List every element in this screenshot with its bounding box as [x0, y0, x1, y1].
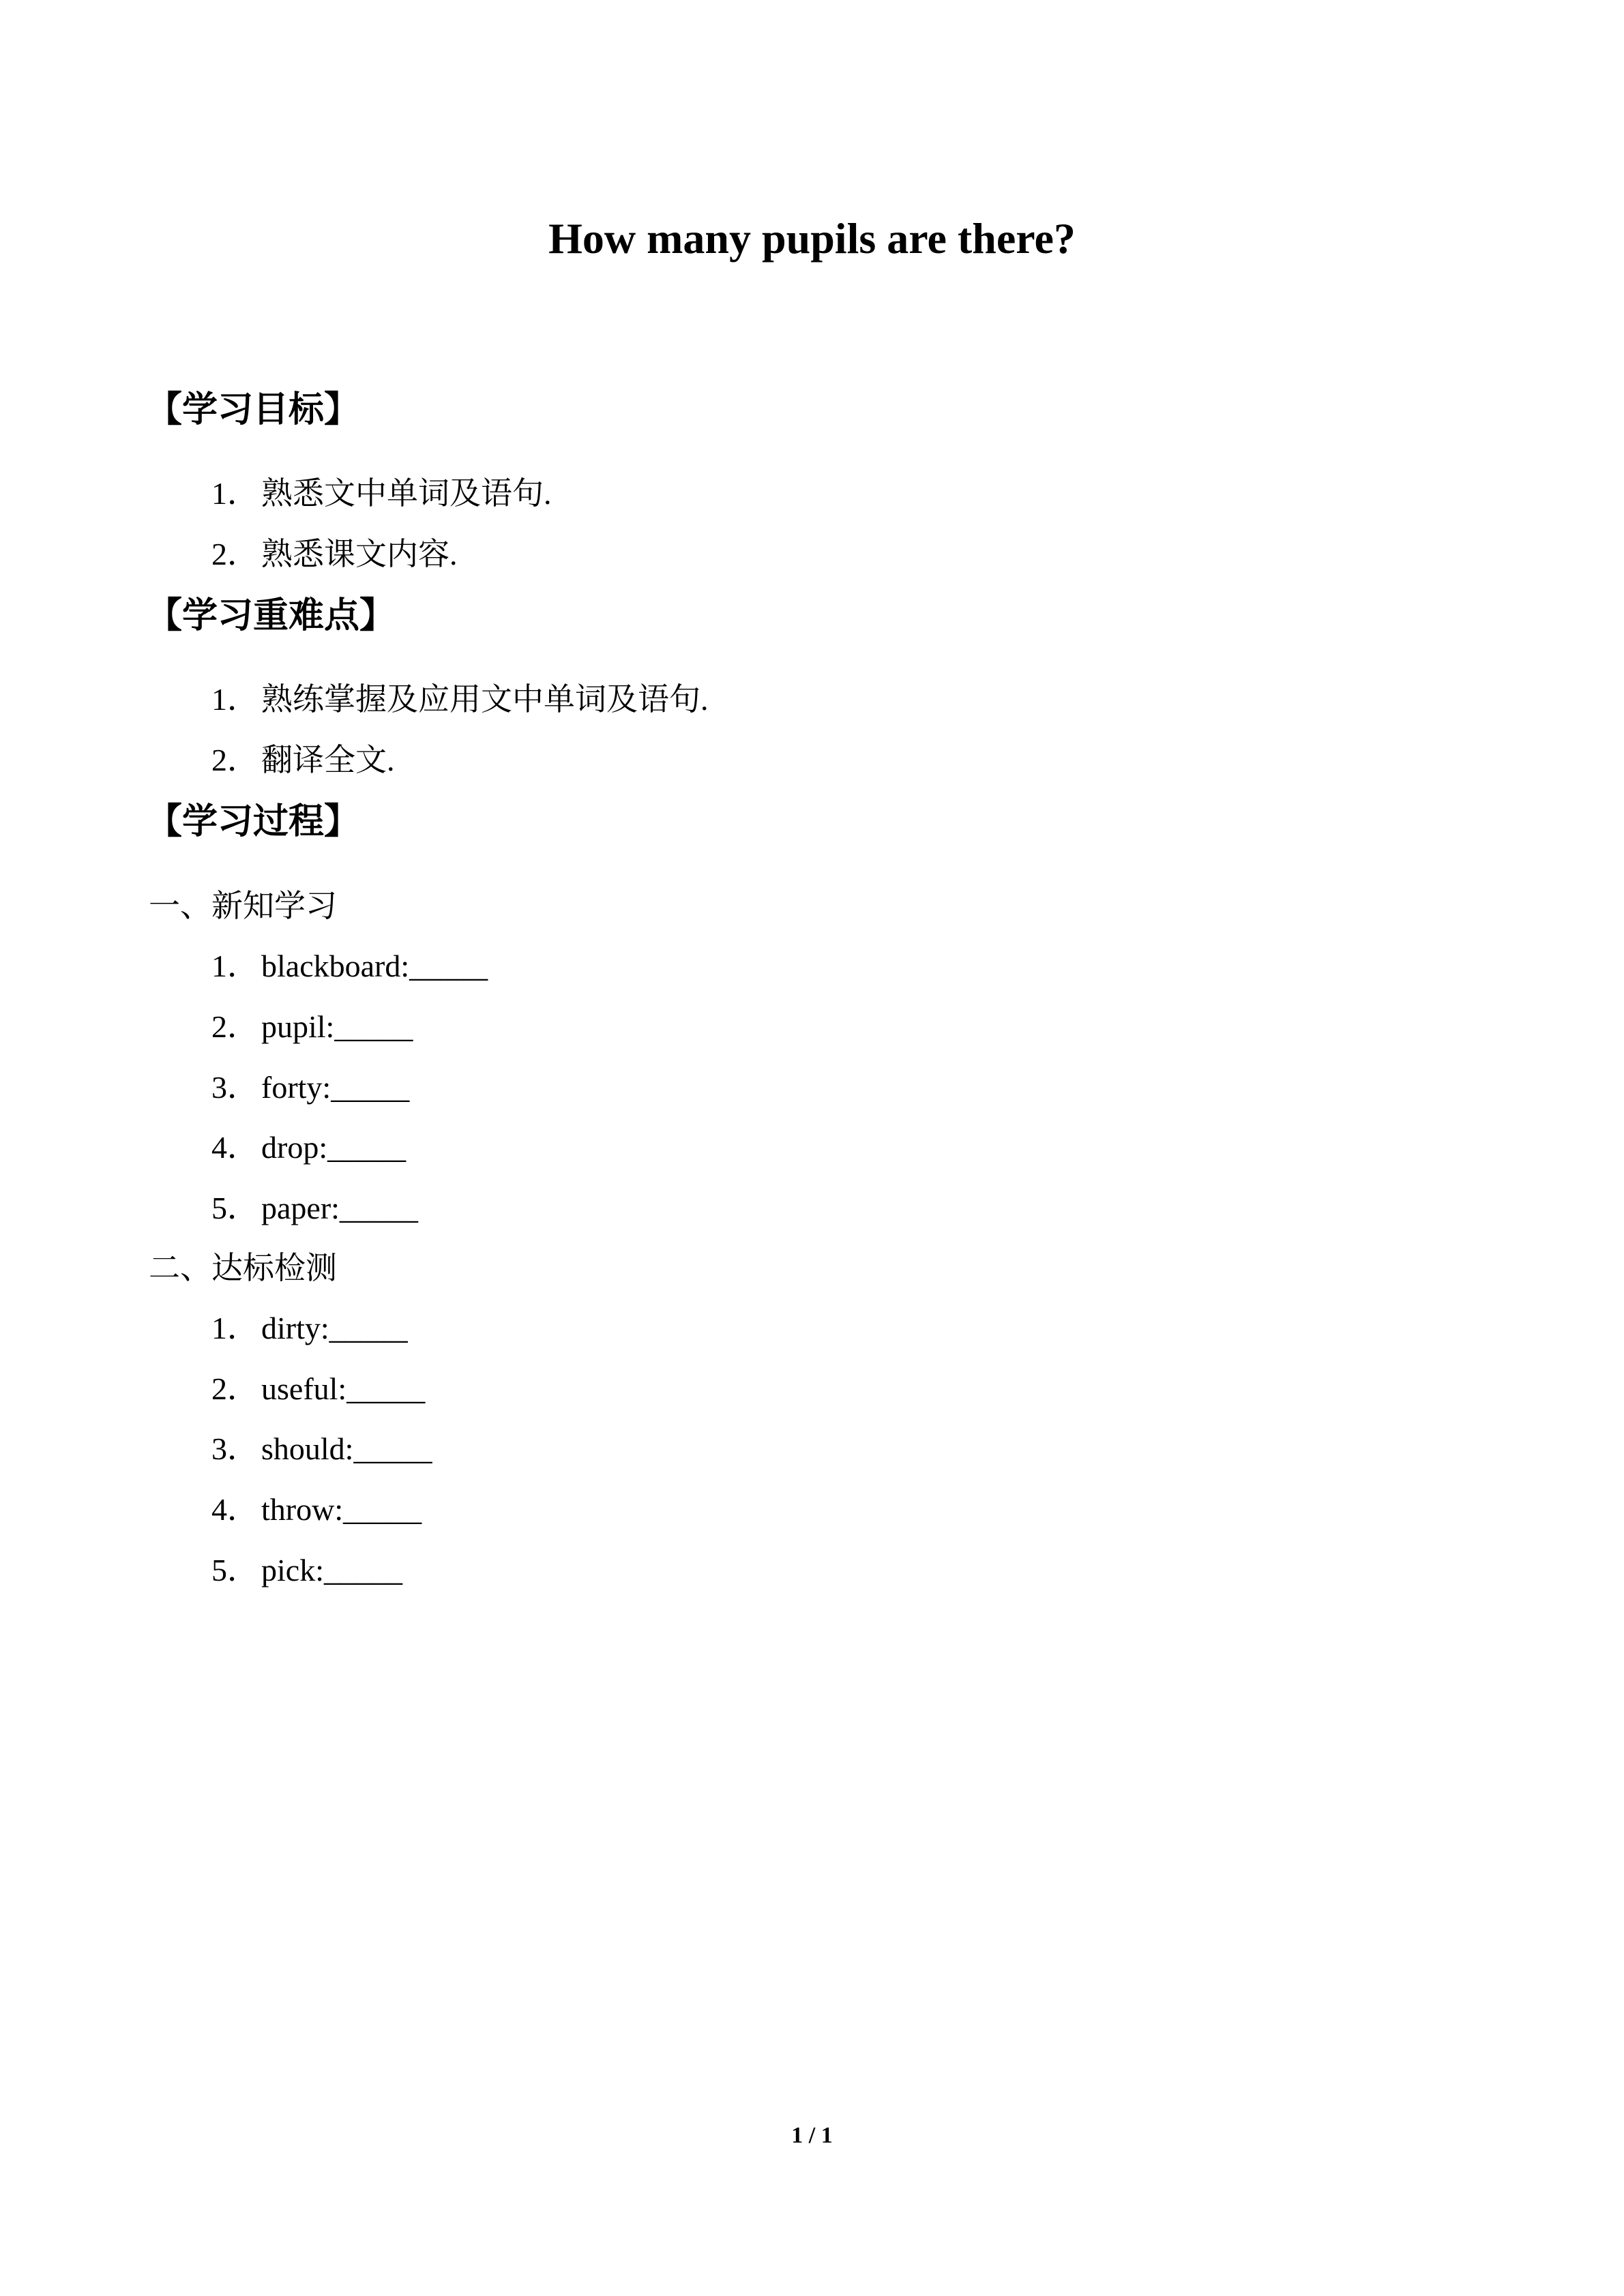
page-number: 1 / 1 [791, 2123, 833, 2148]
test-item-2 [211, 1369, 425, 1410]
test-item-1 [211, 1308, 408, 1349]
page-title: How many pupils are there? [548, 214, 1076, 263]
key-point-item-1 [211, 679, 709, 720]
item-number: 4． [211, 1130, 259, 1165]
section-heading-key-points: 【学习重难点】 [147, 595, 396, 636]
vocab-item-3 [211, 1067, 409, 1108]
item-number: 2． [211, 1009, 259, 1044]
vocab-item-4 [211, 1127, 406, 1168]
goal-item-2 [211, 534, 458, 575]
item-number: 3． [211, 1431, 259, 1466]
item-number: 2． [211, 743, 259, 777]
vocab-item-2 [211, 1007, 413, 1047]
item-text: should:_____ [261, 1431, 432, 1466]
item-number: 1． [211, 476, 259, 511]
item-number: 1． [211, 949, 259, 983]
item-text: pupil:_____ [261, 1009, 413, 1044]
vocab-item-5 [211, 1188, 418, 1229]
item-number: 5． [211, 1191, 259, 1225]
goal-item-1 [211, 473, 552, 514]
item-text: forty:_____ [261, 1070, 410, 1105]
section-heading-process: 【学习过程】 [147, 801, 360, 842]
test-item-3 [211, 1429, 432, 1470]
item-text: drop:_____ [261, 1130, 407, 1165]
item-text: 翻译全文. [261, 743, 395, 777]
item-text: throw:_____ [261, 1492, 422, 1527]
item-number: 1． [211, 1311, 259, 1345]
item-number: 4． [211, 1492, 259, 1527]
subheading-new-knowledge: 一、新知学习 [149, 887, 337, 924]
item-text: 熟练掌握及应用文中单词及语句. [261, 682, 709, 717]
key-point-item-2 [211, 740, 395, 781]
item-number: 3． [211, 1070, 259, 1105]
item-text: 熟悉课文内容. [261, 537, 458, 571]
item-text: dirty:_____ [261, 1311, 408, 1345]
item-text: 熟悉文中单词及语句. [261, 476, 552, 511]
section-heading-goals: 【学习目标】 [147, 389, 360, 430]
item-text: pick:_____ [261, 1553, 402, 1587]
item-text: paper:_____ [261, 1191, 418, 1225]
test-item-5 [211, 1550, 402, 1591]
item-text: useful:_____ [261, 1371, 426, 1406]
item-number: 5． [211, 1553, 259, 1587]
test-item-4 [211, 1489, 422, 1530]
item-number: 2． [211, 537, 259, 571]
item-text: blackboard:_____ [261, 949, 488, 983]
item-number: 2． [211, 1371, 259, 1406]
subheading-assessment: 二、达标检测 [149, 1249, 337, 1286]
vocab-item-1 [211, 946, 488, 987]
item-number: 1． [211, 682, 259, 717]
